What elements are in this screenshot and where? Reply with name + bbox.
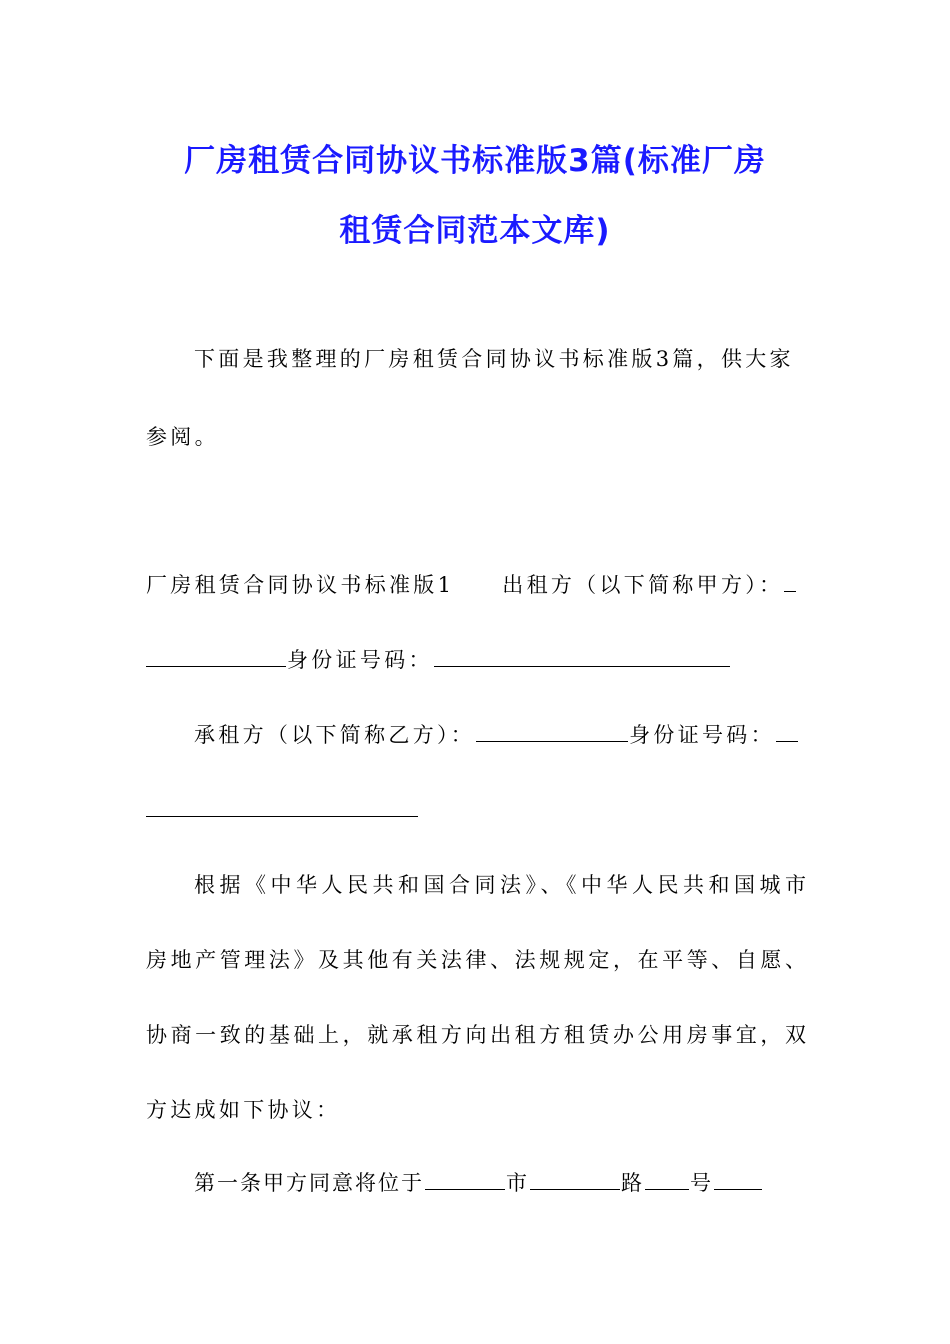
document-title-line1: 厂房租赁合同协议书标准版3篇(标准厂房 bbox=[184, 143, 766, 179]
road-label: 路 bbox=[621, 1171, 644, 1195]
number-blank bbox=[645, 1171, 689, 1190]
lessor-name-blank-cont bbox=[146, 648, 286, 667]
paragraph-line3: 协商一致的基础上，就承租方向出租方租赁办公用房事宜，双 bbox=[146, 1023, 806, 1047]
section1-heading: 厂房租赁合同协议书标准版1 bbox=[146, 573, 455, 597]
road-blank bbox=[530, 1171, 620, 1190]
unit-blank bbox=[714, 1171, 762, 1190]
paragraph-line4: 方达成如下协议： bbox=[146, 1098, 341, 1122]
number-label: 号 bbox=[690, 1171, 713, 1195]
section1-line2 bbox=[146, 645, 806, 675]
section1-line3 bbox=[194, 720, 806, 750]
article1-text: 第一条甲方同意将位于 bbox=[194, 1171, 424, 1195]
paragraph-line1: 根据《中华人民共和国合同法》、《中华人民共和国城市 bbox=[194, 873, 806, 897]
lessor-label: 出租方（以下简称甲方）： bbox=[502, 573, 784, 597]
city-label: 市 bbox=[506, 1171, 529, 1195]
city-blank bbox=[425, 1171, 505, 1190]
document-title-line2: 租赁合同范本文库) bbox=[339, 213, 611, 249]
lessor-id-blank bbox=[434, 648, 730, 667]
section1-line1 bbox=[146, 570, 806, 600]
section1-line4 bbox=[146, 795, 806, 825]
lessee-id-label: 身份证号码： bbox=[629, 723, 775, 747]
lessee-label: 承租方（以下简称乙方）： bbox=[194, 723, 476, 747]
lessor-name-blank bbox=[784, 573, 796, 592]
article1-line1 bbox=[194, 1168, 806, 1198]
lessee-name-blank bbox=[476, 723, 628, 742]
lessee-id-blank-cont bbox=[146, 798, 418, 817]
intro-line2: 参阅。 bbox=[146, 425, 219, 449]
intro-line1: 下面是我整理的厂房租赁合同协议书标准版3篇，供大家 bbox=[194, 347, 794, 371]
lessor-id-label: 身份证号码： bbox=[287, 648, 433, 672]
lessee-id-blank bbox=[776, 723, 798, 742]
paragraph-line2: 房地产管理法》及其他有关法律、法规规定，在平等、自愿、 bbox=[146, 948, 806, 972]
